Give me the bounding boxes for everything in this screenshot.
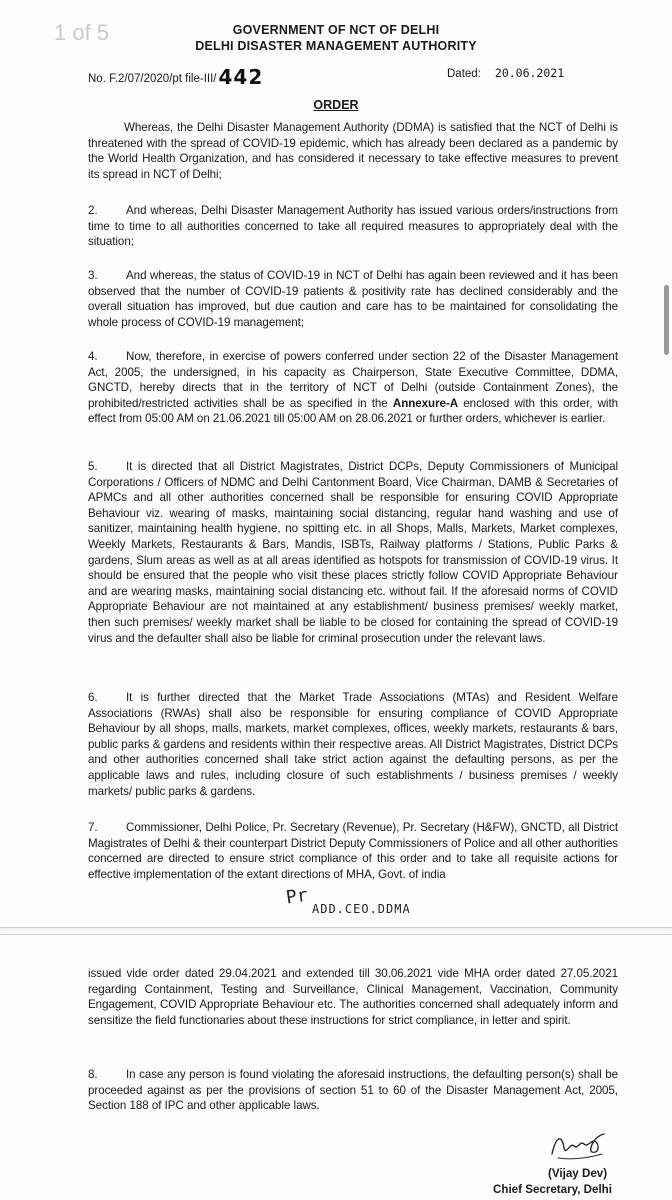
paragraph-intro bbox=[88, 120, 618, 182]
paragraph-6-number: 6. bbox=[88, 691, 98, 704]
page-indicator: 1 of 5 bbox=[54, 20, 110, 45]
paragraph-7-text: Commissioner, Delhi Police, Pr. Secretary (Revenue), Pr. Secretary (H&FW), GNCTD, all District Magistrates of Delhi & their counterpart District Deputy Commissioners of Police and all other authorities concerned are directed to ensure strict compliance of this order and to take all requisite actions for effective implementation of the extant directions of MHA, Govt. of india bbox=[88, 821, 618, 881]
signature-scribble bbox=[548, 1124, 608, 1164]
paragraph-6-text: It is further directed that the Market Trade Associations (MTAs) and Resident Welfare Associations (RWAs) shall also be responsible for ensuring compliance of COVID Appropriate Behaviour by all shops, malls, markets, market complexes, offices, weekly markets, restaurants & bars, public parks & gardens and residents within their respective areas. All District Magistrates, District DCPs and other authorities concerned shall take strict action against the defaulting persons, as per the applicable laws and rules, including closure of such establishments / business premises / weekly markets/ public parks & gardens. bbox=[88, 691, 618, 798]
paragraph-2-text: And whereas, Delhi Disaster Management Authority has issued various orders/instructions from time to time to all authorities concerned to take all required measures to appropriately deal with the situation; bbox=[88, 204, 618, 249]
paragraph-5 bbox=[88, 459, 618, 646]
paragraph-6 bbox=[88, 690, 618, 799]
paragraph-7-continued bbox=[88, 966, 618, 1028]
paragraph-8 bbox=[88, 1067, 618, 1114]
paragraph-7 bbox=[88, 820, 618, 882]
paragraph-3-text: And whereas, the status of COVID-19 in NCT of Delhi has again been reviewed and it has been observed that the number of COVID-19 patients & positivity rate has declined considerably and the overall situation has improved, but due caution and care has to be maintained for consolidating the whole process of COVID-19 management; bbox=[88, 269, 618, 329]
reference-number bbox=[88, 65, 263, 89]
paragraph-8-number: 8. bbox=[88, 1068, 98, 1081]
reference-number-handwritten: 442 bbox=[218, 65, 264, 89]
annexure-reference: Annexure-A bbox=[392, 396, 459, 410]
order-title: ORDER bbox=[313, 98, 359, 112]
paragraph-4-number: 4. bbox=[88, 350, 98, 363]
handwritten-initials: Pr bbox=[284, 884, 310, 909]
dated-line bbox=[447, 66, 564, 80]
dated-value: 20.06.2021 bbox=[494, 66, 565, 80]
paragraph-8-text: In case any person is found violating the aforesaid instructions, the defaulting person(s) shall be proceeded against as per the provisions of section 51 to 60 of the Disaster Management Act, 2005, Section 188 of IPC and other applicable laws. bbox=[88, 1068, 618, 1113]
paragraph-intro-text: Whereas, the Delhi Disaster Management Authority (DDMA) is satisfied that the NCT of Delhi is threatened with the spread of COVID-19 epidemic, which has already been declared as a pandemic by the World Health Organization, and has considered it necessary to take effective measures to prevent its spread in NCT of Delhi; bbox=[88, 121, 618, 181]
paragraph-7-number: 7. bbox=[88, 821, 98, 834]
signatory-name: (Vijay Dev) bbox=[548, 1167, 608, 1180]
paragraph-3-number: 3. bbox=[88, 269, 98, 282]
signatory-title: Chief Secretary, Delhi bbox=[493, 1183, 612, 1196]
paragraph-2-number: 2. bbox=[88, 204, 98, 217]
reference-number-prefix: No. F.2/07/2020/pt file-III/ bbox=[88, 73, 217, 85]
paragraph-2 bbox=[88, 203, 618, 250]
paragraph-4-text-b: enclosed with this order, with effect from 05:00 AM on 21.06.2021 till 05:00 AM on 28.06.2021 or further orders, whichever is earlier. bbox=[88, 396, 619, 426]
paragraph-4-text-a: Now, therefore, in exercise of powers conferred under section 22 of the Disaster Management Act, 2005, the undersigned, in his capacity as Chairperson, State Executive Committee, DDMA, GNCTD, hereby directs that in the territory of NCT of Delhi (outside Containment Zones), the prohibited/restricted activities shall be as specified in the bbox=[88, 350, 618, 410]
scrollbar-thumb[interactable] bbox=[664, 285, 669, 355]
dated-label: Dated: bbox=[447, 68, 481, 80]
handwritten-forward-note: ADD.CEO.DDMA bbox=[312, 902, 411, 916]
header-government: GOVERNMENT OF NCT OF DELHI bbox=[232, 23, 440, 37]
paragraph-5-number: 5. bbox=[88, 460, 98, 473]
paragraph-4 bbox=[88, 349, 618, 427]
paragraph-5-text: It is directed that all District Magistrates, District DCPs, Deputy Commissioners of Municipal Corporations / Officers of NDMC and Delhi Cantonment Board, Vice Chairman, DAMB & Secretaries of APMCs and all other authorities concerned shall be responsible for ensuring COVID Appropriate Behaviour viz. wearing of masks, maintaining social distancing, regular hand washing and use of sanitizer, maintaining health hygiene, no spitting etc. in all Shops, Malls, Markets, Market complexes, Weekly Markets, Restaurants & Bars, Mandis, ISBTs, Railway platforms / Stations, Public Parks & gardens, Slum areas as well as at all areas identified as hotspots for transmission of COVID-19 virus. It should be ensured that the people who visit these places strictly follow COVID Appropriate Behaviour and are wearing masks, maintaining social distancing etc. without fail. If the aforesaid norms of COVID Appropriate Behaviour are not maintained at any establishment/ business premises/ weekly market, then such premises/ weekly market shall be liable to be closed for containing the spread of COVID-19 virus and the defaulter shall also be liable for criminal prosecution under the relevant laws. bbox=[88, 460, 618, 645]
paragraph-3 bbox=[88, 268, 618, 330]
header-authority: DELHI DISASTER MANAGEMENT AUTHORITY bbox=[195, 39, 477, 53]
paragraph-7-continued-text: issued vide order dated 29.04.2021 and extended till 30.06.2021 vide MHA order dated 27.05.2021 regarding Containment, Testing and Surveillance, Clinical Management, Vaccination, Community Engagement, COVID Appropriate Behaviour etc. The authorities concerned shall adequately inform and sensitize the field functionaries about these instructions for strict compliance, in letter and spirit. bbox=[88, 967, 618, 1027]
